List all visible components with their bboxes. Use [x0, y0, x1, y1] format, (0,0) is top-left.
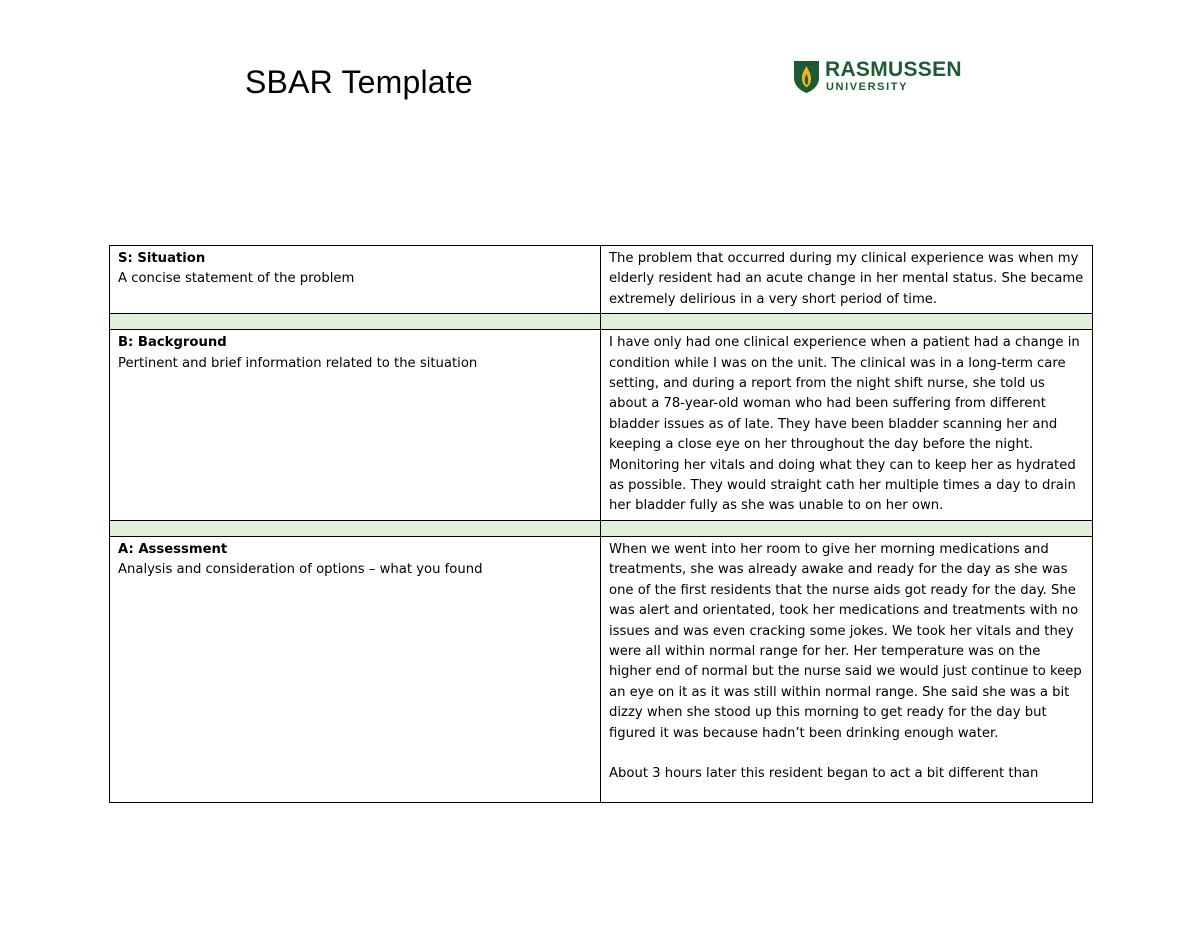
situation-response-cell[interactable] [601, 246, 1093, 314]
situation-response: The problem that occurred during my clinical experience was when my elderly resident had an acute change in her mental status. She became extremely delirious in a very short period of time. [609, 251, 1088, 307]
background-description: Pertinent and brief information related to the situation [118, 355, 478, 371]
assessment-response: When we went into her room to give her morning medications and treatments, she was already awake and ready for the day as she was one of the first residents that the nurse aids got ready for the day. She was alert and orientated, took her medications and treatments with no issues and was even cracking some jokes. We took her vitals and they were all within normal range for her. Her temperature was on the higher end of normal but the nurse said we would just continue to keep an eye on it as it was still within normal range. She said she was a bit dizzy when she stood up this morning to get ready for the day but figured it was because hadn’t been drinking enough water. About 3 hours later this resident began to act a bit different than [609, 541, 1082, 782]
assessment-response-wrap [609, 540, 1084, 799]
spacer-cell [110, 520, 601, 536]
background-label-cell [110, 330, 601, 521]
situation-heading: S: Situation [118, 251, 206, 266]
background-response-cell[interactable] [601, 330, 1093, 521]
logo-name-line1: RASMUSSEN [825, 58, 962, 81]
logo-name-line2: UNIVERSITY [826, 81, 909, 93]
spacer-row [110, 314, 1093, 330]
assessment-row [110, 536, 1093, 802]
background-response: I have only had one clinical experience when a patient had a change in condition while I was on the unit. The clinical was in a long-term care setting, and during a report from the night shift nurse, she told us about a 78-year-old woman who had been suffering from different bladder issues as of late. They have been bladder scanning her and keeping a close eye on her throughout the day before the night. Monitoring her vitals and doing what they can to keep her as hydrated as possible. They would straight cath her multiple times a day to drain her bladder fully as she was unable to on her own. [609, 335, 1084, 514]
spacer-cell [601, 520, 1093, 536]
assessment-label-cell [110, 536, 601, 802]
sbar-table [109, 245, 1093, 803]
assessment-response-cell[interactable] [601, 536, 1093, 802]
assessment-heading: A: Assessment [118, 541, 228, 557]
flame-shield-icon [793, 60, 820, 94]
university-logo [793, 58, 963, 98]
situation-row [110, 246, 1093, 314]
spacer-row [110, 520, 1093, 536]
background-heading: B: Background [118, 335, 227, 351]
background-row [110, 330, 1093, 521]
situation-label-cell [110, 246, 601, 314]
situation-description: A concise statement of the problem [118, 271, 355, 287]
page-title: SBAR Template [245, 64, 473, 100]
assessment-description: Analysis and consideration of options – what you found [118, 562, 483, 578]
spacer-cell [601, 314, 1093, 330]
spacer-cell [110, 314, 601, 330]
